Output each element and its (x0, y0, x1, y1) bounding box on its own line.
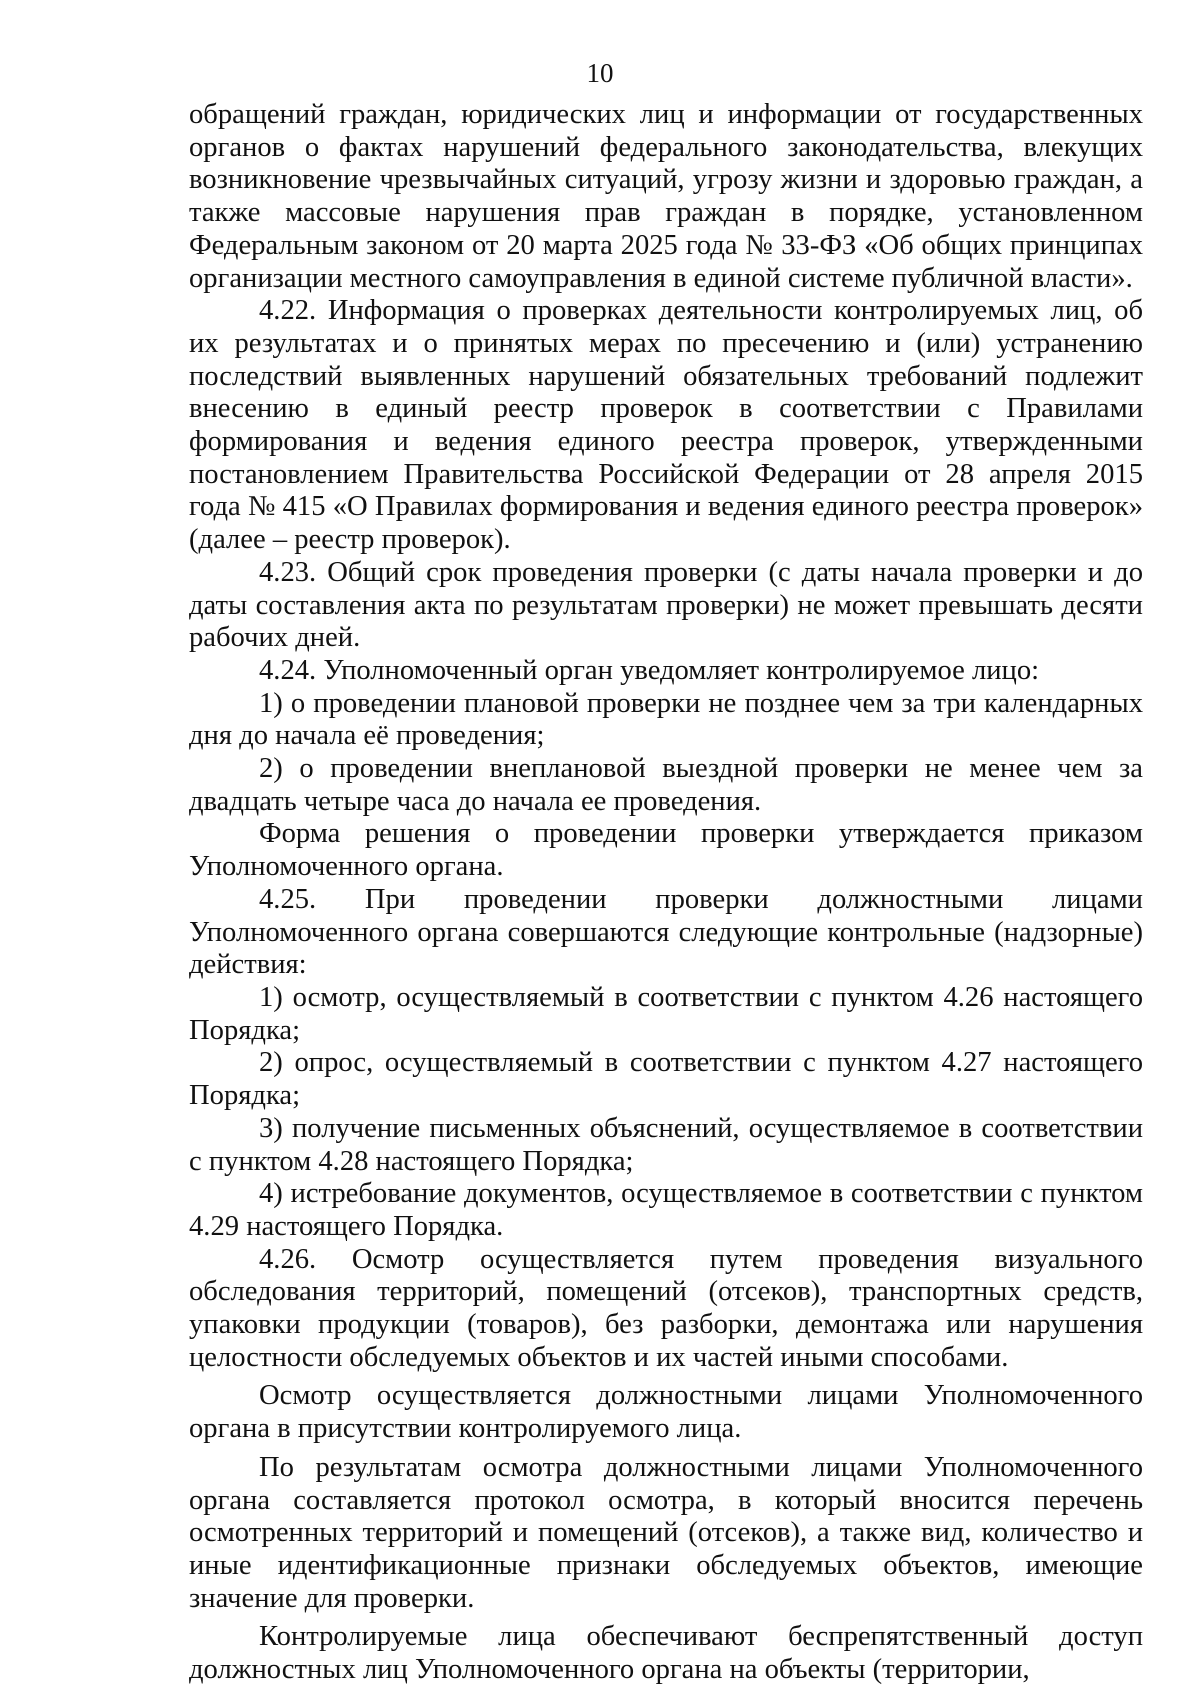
list-item: 4) истребование документов, осуществляемое в соответствии с пунктом 4.29 настоящего Порядка. (189, 1178, 1143, 1242)
page-number: 10 (586, 58, 614, 88)
paragraph-4-26: 4.26. Осмотр осуществляется путем проведения визуального обследования территорий, помещений (отсеков), транспортных средств, упаковки продукции (товаров), без разборки, демонтажа или нарушения целостности обследуемых объектов и их частей иными способами. (189, 1243, 1143, 1373)
paragraph-4-24: 4.24. Уполномоченный орган уведомляет контролируемое лицо: (259, 654, 1040, 686)
list-item: 3) получение письменных объяснений, осуществляемое в соответствии с пунктом 4.28 настоящего Порядка; (189, 1112, 1143, 1177)
list-item: 2) опрос, осуществляемый в соответствии с пунктом 4.27 настоящего Порядка; (189, 1047, 1143, 1112)
paragraph: Форма решения о проведении проверки утверждается приказом Уполномоченного органа. (189, 818, 1143, 883)
paragraph-4-23: 4.23. Общий срок проведения проверки (с даты начала проверки и до даты составления акта по результатам проверки) не может превышать десяти рабочих дней. (189, 556, 1143, 654)
paragraph: Осмотр осуществляется должностными лицами Уполномоченного органа в присутствии контролируемого лица. (189, 1380, 1143, 1445)
list-item: 2) о проведении внеплановой выездной проверки не менее чем за двадцать четыре часа до начала ее проведения. (189, 753, 1143, 817)
paragraph: Контролируемые лица обеспечивают беспрепятственный доступ должностных лиц Уполномоченного органа на объекты (территории, (189, 1621, 1143, 1686)
list-item: 1) осмотр, осуществляемый в соответствии с пунктом 4.26 настоящего Порядка; (189, 981, 1143, 1046)
paragraph-4-25: 4.25. При проведении проверки должностными лицами Уполномоченного органа совершаются следующие контрольные (надзорные) действия: (189, 883, 1143, 981)
paragraph: По результатам осмотра должностными лицами Уполномоченного органа составляется протокол осмотра, в который вносится перечень осмотренных территорий и помещений (отсеков), а также вид, количество и иные идентификационные признаки обследуемых объектов, имеющие значение для проверки. (189, 1451, 1143, 1614)
list-item: 1) о проведении плановой проверки не позднее чем за три календарных дня до начала её проведения; (189, 687, 1143, 752)
paragraph: обращений граждан, юридических лиц и информации от государственных органов о фактах нарушений федерального законодательства, влекущих возникновение чрезвычайных ситуаций, угрозу жизни и здоровью граждан, а также массовые нарушения прав граждан в порядке, установленном Федеральным законом от 20 марта 2025 года № 33-ФЗ «Об общих принципах организации местного самоуправления в единой системе публичной власти». (189, 99, 1143, 294)
paragraph-4-22: 4.22. Информация о проверках деятельности контролируемых лиц, об их результатах и о принятых мерах по пресечению и (или) устранению последствий выявленных нарушений обязательных требований подлежит внесению в единый реестр проверок в соответствии с Правилами формирования и ведения единого реестра проверок, утвержденными постановлением Правительства Российской Федерации от 28 апреля 2015 года № 415 «О Правилах формирования и ведения единого реестра проверок» (далее – реестр проверок). (189, 295, 1143, 556)
document-body (189, 99, 1143, 1687)
